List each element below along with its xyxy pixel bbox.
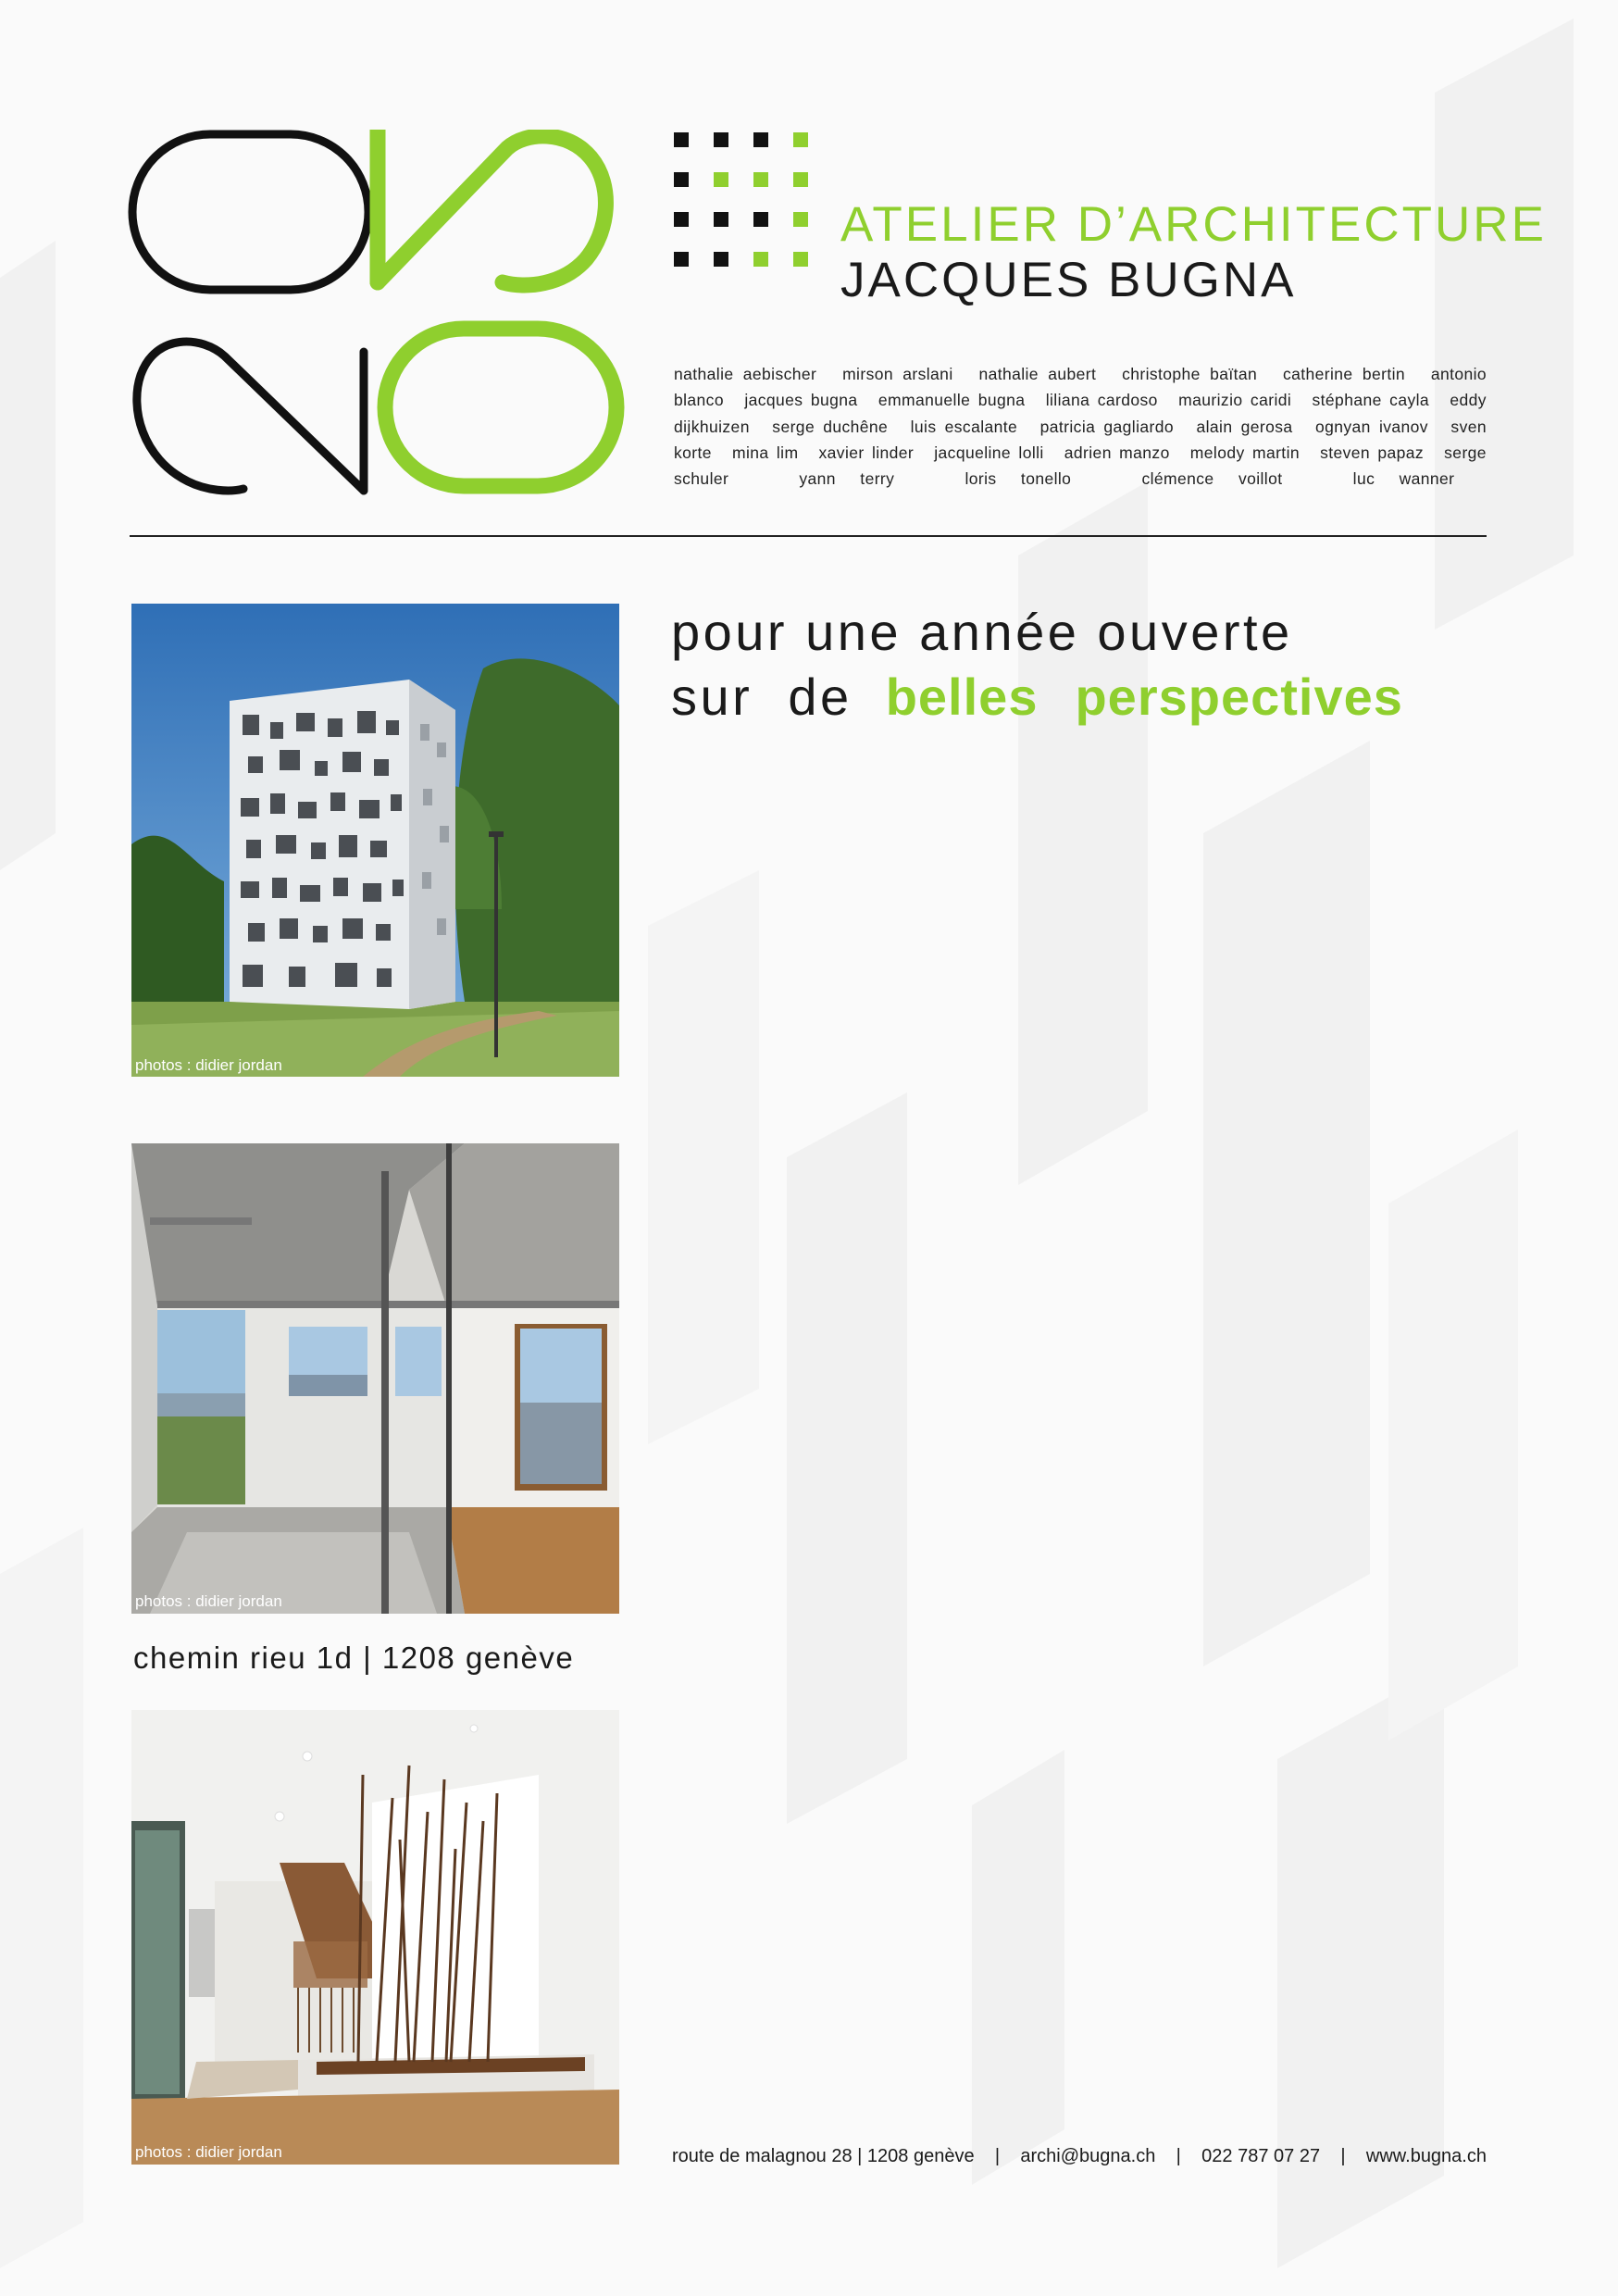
team-member-name: jacqueline lolli: [934, 443, 1044, 462]
year-digit-2-top: [378, 136, 605, 285]
footer-email-link[interactable]: archi@bugna.ch: [1020, 2146, 1156, 2166]
team-member-name: christophe baïtan: [1122, 365, 1258, 383]
studio-name-line2: JACQUES BUGNA: [840, 253, 1297, 307]
team-member-name: melody martin: [1189, 443, 1300, 462]
team-member-name: serge schuler: [674, 443, 1487, 489]
year-2020-mark: [128, 130, 628, 500]
footer-separator: |: [994, 2146, 1001, 2166]
team-member-name: ognyan ivanov: [1315, 417, 1428, 436]
photo-credit: photos : didier jordan: [135, 2143, 282, 2161]
footer-separator: |: [1340, 2146, 1346, 2166]
team-member-name: xavier linder: [818, 443, 915, 462]
team-member-name: luc wanner: [1352, 469, 1455, 489]
team-member-name: stéphane cayla: [1312, 391, 1430, 410]
team-member-name: maurizio caridi: [1178, 391, 1292, 410]
footer-separator: |: [1176, 2146, 1181, 2166]
team-member-name: steven papaz: [1320, 443, 1425, 462]
year-digit-0-bottom: [385, 329, 616, 486]
footer-contact-line: [672, 2146, 1487, 2167]
footer-address: route de malagnou 28 | 1208 genève: [672, 2146, 975, 2166]
footer-phone: 022 787 07 27: [1201, 2146, 1321, 2166]
footer-website-link[interactable]: www.bugna.ch: [1365, 2146, 1487, 2166]
photo-building-exterior: [131, 604, 619, 1077]
team-member-name: luis escalante: [910, 417, 1018, 436]
team-member-name: sven korte: [674, 417, 1487, 462]
photo-credit: photos : didier jordan: [135, 1592, 282, 1610]
greeting-headline-line1: pour une année ouverte: [671, 603, 1293, 661]
team-members-list: [674, 361, 1487, 492]
photo-credit: photos : didier jordan: [135, 1056, 282, 1074]
headline-prefix: sur de: [671, 668, 853, 726]
team-member-name: alain gerosa: [1196, 417, 1293, 436]
year-digit-0-top: [132, 134, 368, 290]
project-site-address: chemin rieu 1d | 1208 genève: [133, 1641, 575, 1675]
team-member-name: antonio blanco: [674, 365, 1487, 410]
team-member-name: clémence voillot: [1141, 469, 1283, 489]
team-member-name: yann terry: [799, 469, 895, 489]
team-member-name: patricia gagliardo: [1039, 417, 1175, 436]
studio-logo-grid: [674, 132, 808, 299]
team-member-name: liliana cardoso: [1045, 391, 1158, 410]
team-member-name: nathalie aubert: [978, 365, 1097, 383]
team-member-name: catherine bertin: [1282, 365, 1406, 383]
team-member-name: nathalie aebischer: [674, 365, 817, 383]
header-divider: [130, 535, 1487, 537]
team-member-name: serge duchêne: [772, 417, 889, 436]
headline-highlight-belles: belles: [885, 668, 1039, 726]
team-member-name: mirson arslani: [842, 365, 953, 383]
year-digit-2-bottom: [137, 342, 364, 491]
studio-name-line1: ATELIER D’ARCHITECTURE: [840, 197, 1547, 252]
team-member-name: adrien manzo: [1064, 443, 1170, 462]
team-member-name: loris tonello: [965, 469, 1072, 489]
photo-entrance-hall: [131, 1710, 619, 2165]
team-member-name: emmanuelle bugna: [877, 391, 1026, 410]
team-member-name: eddy dijkhuizen: [674, 391, 1487, 436]
greeting-headline-line2: [671, 667, 1403, 727]
headline-highlight-perspectives: perspectives: [1075, 668, 1403, 726]
team-member-name: mina lim: [731, 443, 799, 462]
photo-apartment-interior: [131, 1143, 619, 1614]
team-member-name: jacques bugna: [744, 391, 858, 410]
